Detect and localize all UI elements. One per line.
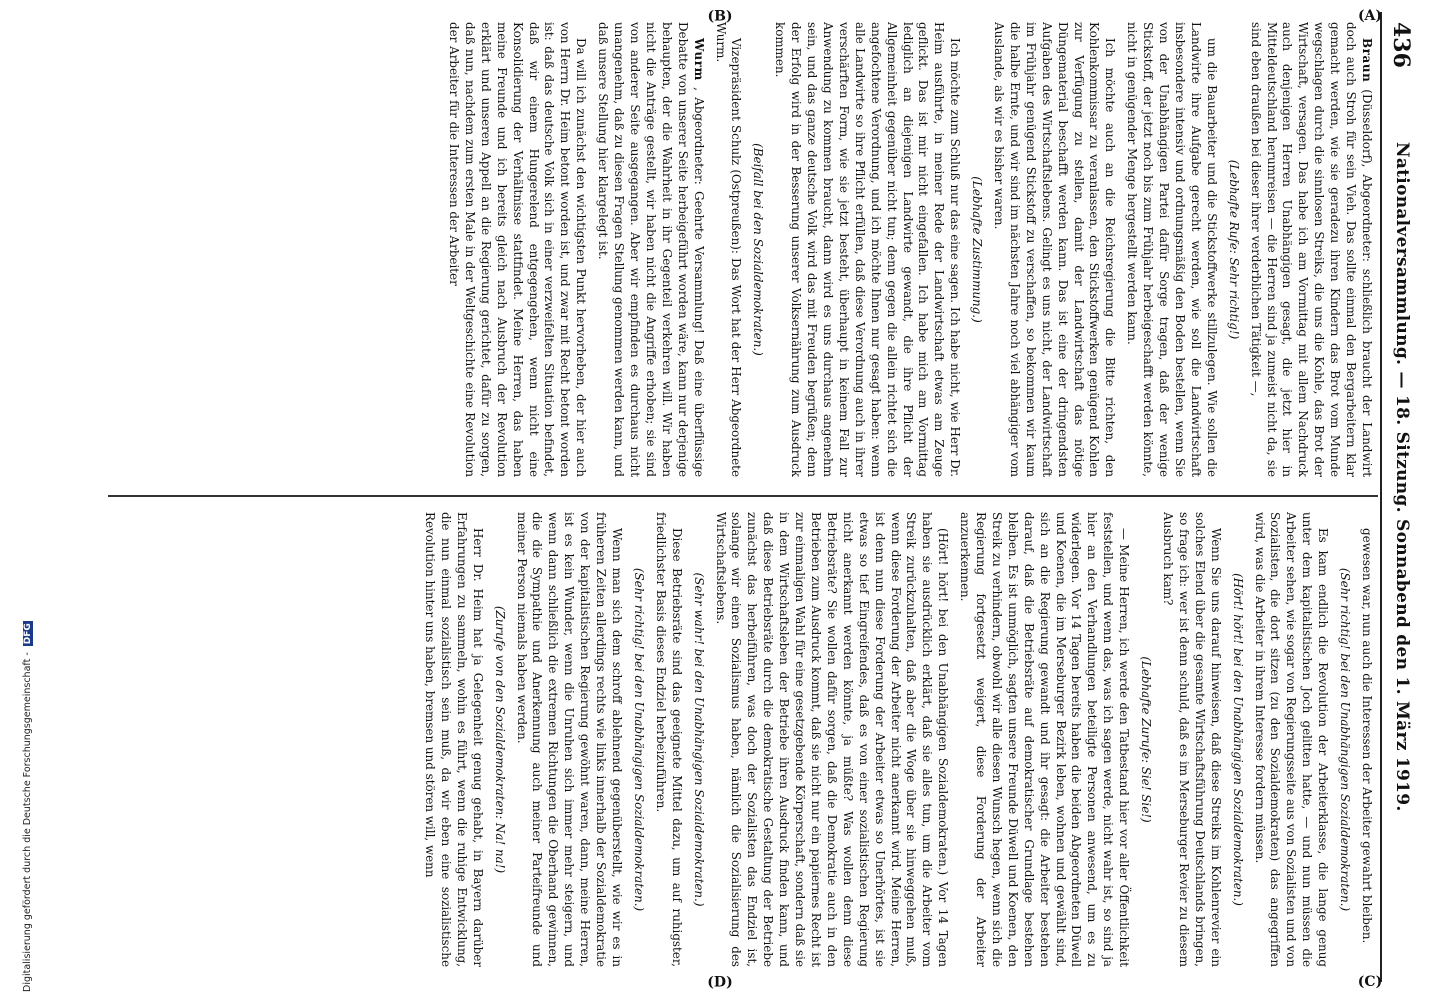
paragraph [712, 22, 744, 477]
paragraph [445, 22, 588, 477]
right-text-column [114, 512, 1374, 967]
paragraph [990, 22, 1117, 477]
margin-marker-c: (C) [1357, 974, 1383, 991]
paragraph-text: Es kam endlich die Revolution der Arbeiterklasse, die lange genug unter dem kapitalistischen Joch gelitten hatte, — und nun müssen die Arbeiter sehen, wie sogar von Regierungsseite aus von Sozialisten und von Sozialisten, die dort sitzen (zu den Sozialdemokraten) das angegriffen wird, was die Arbeiter in ihrem Interesse fordern müssen. [1252, 512, 1331, 967]
paragraph: (Sehr wahr! bei den Unabhängigen Sozialdemokraten.) [691, 572, 706, 907]
paragraph [956, 512, 1131, 967]
paragraph: (Sehr richtig! bei den Unabhängigen Sozialdemokraten.) [631, 567, 646, 912]
paragraph: (Beifall bei den Sozialdemokraten.) [751, 143, 766, 356]
paragraph [1358, 512, 1374, 967]
paragraph: (Sehr richtig! bei den Unabhängigen Sozialdemokraten.) [1338, 567, 1353, 912]
header-title: Nationalversammlung. — 18. Sitzung. Sonnabend den 1. März 1919. [1392, 142, 1412, 812]
paragraph [421, 512, 485, 967]
paragraph-text: Diese Betriebsräte sind das geeignete Mittel dazu, um auf ruhigster, friedlichster Basis dieses Endziel herbeizuführen. [653, 512, 684, 967]
margin-marker-d: (D) [707, 974, 733, 991]
page-number: 436 [1388, 22, 1414, 68]
paragraph-text: , Abgeordneter: Geehrte Versammlung! Daß eine überflüssige Debatte von unserer Seite herbeigeführt worden wäre, kann nur derjenige behaupten, der die Wahrheit in ihr Gegenteil verkehren will. Wir haben nicht die Anträge gestellt, wir haben nicht die Angriffe erhoben; sie sind von anderer Seite ausgegangen. Aber wir empfinden es durchaus nicht unangenehm, daß zu diesen Fragen Stellung genommen werden kann, und daß unsere Stellung hier klargelegt ist. [596, 22, 706, 477]
scanned-page [98, 8, 1418, 991]
paragraph [513, 512, 624, 967]
paragraph-text: Ich möchte zum Schluß nur das eine sagen. Ich habe nicht, wie Herr Dr. Heim ausführte, in meiner Rede der Landwirtschaft etwas am Zeuge geflickt. Das ist mir nicht eingefallen. Ich habe mich am Vormittag lediglich an diejenigen Landwirte gewandt, die ihre Pflicht der Allgemeinheit gegenüber nicht tun; denn gegen die allein richtet sich die angefochtene Verordnung, und ich möchte Ihnen nur gesagt haben: wenn alle Landwirte so ihre Pflicht erfüllen, daß diese Verordnung auch in ihrer verschärften Form, wie sie jetzt besteht, überhaupt in keinem Fall zur Anwendung zu kommen braucht, dann wird es uns durchaus angenehm sein, und das ganze deutsche Volk wird das mit Freuden begrüßen; denn der Erfolg wird in der Besserung unserer Volksernährung zum Ausdruck kommen. [773, 22, 963, 477]
paragraph-text: Herr Dr. Heim hat ja Gelegenheit genug gehabt, in Bayern darüber Erfahrungen zu sammeln, wohin es führt, wenn die ruhige Entwicklung, die nun einmal sozialistisch sein muß, da wir eben eine sozialistische Revolution hinter uns haben, bremsen und stören will, wenn [423, 512, 485, 967]
paragraph: (Lebhafte Rufe: Sehr richtig!) [1226, 159, 1241, 340]
dfg-logo: DFG [23, 623, 33, 645]
digitization-credit [4, 2, 33, 992]
paragraph [1159, 512, 1223, 967]
paragraph: (Lebhafte Zustimmung.) [970, 176, 985, 323]
paragraph-text: (Hört! hört! bei den Unabhängigen Sozialdemokraten.) Vor 14 Tagen haben sie ausdrücklich erklärt, daß sie alles tun, um die Arbeiter vom Streik zurückzuhalten, daß aber die Woge über sie hinweggehen muß, wenn diese Forderung der Arbeiter nicht anerkannt wird. Meine Herren, ist denn nun diese Forderung der Arbeiter etwas so Unerhörtes, ist sie etwas so tief Eingreifendes, daß es von einer sozialistischen Regierung nicht anerkannt werden könnte, ja müßte? Was wollen denn diese Betriebsräte? Sie wollen dafür sorgen, daß die Demokratie auch in den Betrieben zum Ausdruck kommt, daß sie nicht nur ein papiernes Recht ist zur einmaligen Wahl für eine gesetzgebende Körperschaft, sondern daß sie in dem Wirtschaftsleben der Betriebe ihren Ausdruck finden kann, und daß diese Betriebsräte durch die demokratische Gestaltung der Betriebe zunächst das herbeiführen, was doch der Sozialisten das Endziel ist, solange wir einen Sozialismus haben, nämlich die Sozialisierung des Wirtschaftslebens. [713, 512, 951, 967]
paragraph [771, 22, 962, 477]
paragraph [1251, 512, 1331, 967]
paragraph-text: Wenn Sie uns darauf hinweisen, daß diese Streiks im Kohlenrevier ein solches Elend über die gesamte Wirtschaftsführung Deutschlands bringen, so frage ich: wer ist denn schuld, daß es im Merseburger Revier zu diesem Ausbruch kam? [1161, 512, 1223, 967]
margin-marker-b: (B) [707, 8, 733, 25]
paragraph-text: um die Bauarbeiter und die Stickstoffwerke stillzulegen. Wie sollen die Landwirte ihre Aufgabe gerecht werden, wie soll die Landwirtschaft insbesondere intensiv und ordnungsmäßig den Boden bestellen, wenn Sie von der Unabhängigen Partei dafür Sorge tragen, daß der wenige Stickstoff, der jetzt noch bis zum Frühjahr herbeigeschafft werden könnte, nicht in genügender Menge hergestellt werden kann. [1125, 22, 1219, 477]
paragraph-text: — Meine Herren, ich werde den Tatbestand hier vor aller Öffentlichkeit feststellen, und wenn das, was ich sagen werde, nicht wahr ist, so sind ja hier an den Verhandlungen beteiligte Personen anwesend, um es zu widerlegen. Vor 14 Tagen bereits haben die beiden Abgeordneten Düwell und Koenen, die im Merseburger Bezirk leben, wohnen und gewählt sind, sich an die Regierung gewandt und ihr gesagt: die Arbeiter bestehen darauf, daß die Betriebsräte auf demokratischer Grundlage bestehen bleiben. Es ist unmöglich, sagten unsere Freunde Düwell und Koenen, den Streik zu verhindern, obwohl wir alle diesen Wunsch hegen, wenn sich die Regierung fortgesetzt weigert, diese Forderung der Arbeiter anzuerkennen. [958, 512, 1132, 967]
paragraph: (Hört! hört! bei den Unabhängigen Sozialdemokraten.) [1230, 573, 1245, 906]
paragraph [594, 22, 705, 477]
page-header [1380, 12, 1418, 982]
paragraph [1247, 22, 1374, 477]
paragraph-text: Ich möchte auch an die Reichsregierung die Bitte richten, den Kohlenkommissar zu veranlassen, den Stickstoffwerken genügend Kohlen zur Verfügung zu stellen, damit der Landwirtschaft das nötige Düngematerial beschafft werden kann. Das ist eine der dringendsten Aufgaben des Wirtschaftslebens. Gelingt es uns nicht, der Landwirtschaft im Frühjahr genügend Stickstoff zu verschaffen, so bekommen wir kaum die halbe Ernte, und wir sind im nächsten Jahre noch viel abhängiger vom Auslande, als wir es bisher waren. [992, 22, 1118, 477]
credit-text: Digitalisierung gefördert durch die Deutsche Forschungsgemeinschaft - [22, 652, 33, 992]
speaker-name: Braun [1360, 38, 1374, 83]
paragraph-text: Vizepräsident Schulz (Ostpreußen): Das Wort hat der Herr Abgeordnete Wurm. [713, 22, 744, 477]
paragraph-text: Da will ich zunächst den wichtigsten Punkt hervorheben, der hier auch von Herrn Dr. Heim betont worden ist, und zwar mit Recht betont worden ist: daß das deutsche Volk sich in einer verzweifelten Situation befindet, daß wir einem Hungerelend entgegengehen, wenn nicht eine Konsolidierung der Verhältnisse stattfindet. Meine Herren, das haben meine Freunde und ich bereits gleich nach Ausbruch der Revolution erklärt und unseren Appell an die Regierung gerichtet, dafür zu sorgen, daß nun, nachdem zum ersten Male in der Weltgeschichte eine Revolution der Arbeiter für die Interessen der Arbeiter [447, 22, 589, 477]
paragraph: (Zurufe von den Sozialdemokraten: Na! na!) [492, 605, 507, 874]
paragraph [1123, 22, 1218, 477]
left-text-column [114, 22, 1374, 477]
speaker-name: Wurm [691, 38, 706, 81]
paragraph: (Lebhafte Zurufe: Sie! Sie!) [1139, 656, 1154, 823]
paragraph-text: Wenn man sich dem schroff ablehnend gegenüberstellt, wie wir es in früheren Zeiten allerdings rechts wie links innerhalb der Sozialdemokratie von der kapitalistischen Regierung gewöhnt waren, dann, meine Herren, ist es kein Wunder, wenn die Unruhen sich immer mehr steigern, und wenn dann schließlich die extremen Richtungen die Oberhand gewinnen, die die Sympathie und Anerkennung auch meiner Parteifreunde und meiner Person niemals haben werden. [514, 512, 625, 967]
paragraph [712, 512, 951, 967]
column-divider [108, 495, 1378, 497]
margin-marker-a: (A) [1357, 8, 1383, 25]
paragraph-text: (Düsseldorf), Abgeordneter: schließlich braucht der Landwirt doch auch Stroh für sein Vieh. Das sollte einmal den Bergarbeitern klar gemacht werden, wie sie geradezu ihren Kindern das Brot vom Munde wegschlagen durch die sinnlosen Streiks, die uns die Kohle, das Brot der Wirtschaft, versagen. Das habe ich am Vormittag mit allem Nachdruck auch denjenigen Herren Unabhängigen gesagt, die jetzt hier in Mitteldeutschland herumreisen — die Herren sind ja zumeist nicht da, sie sind eben draußen bei dieser ihrer verderblichen Tätigkeit —, [1248, 22, 1374, 477]
paragraph-text: gewesen war, nun auch die Interessen der Arbeiter gewahrt bleiben. [1360, 528, 1374, 944]
paragraph [652, 512, 684, 967]
